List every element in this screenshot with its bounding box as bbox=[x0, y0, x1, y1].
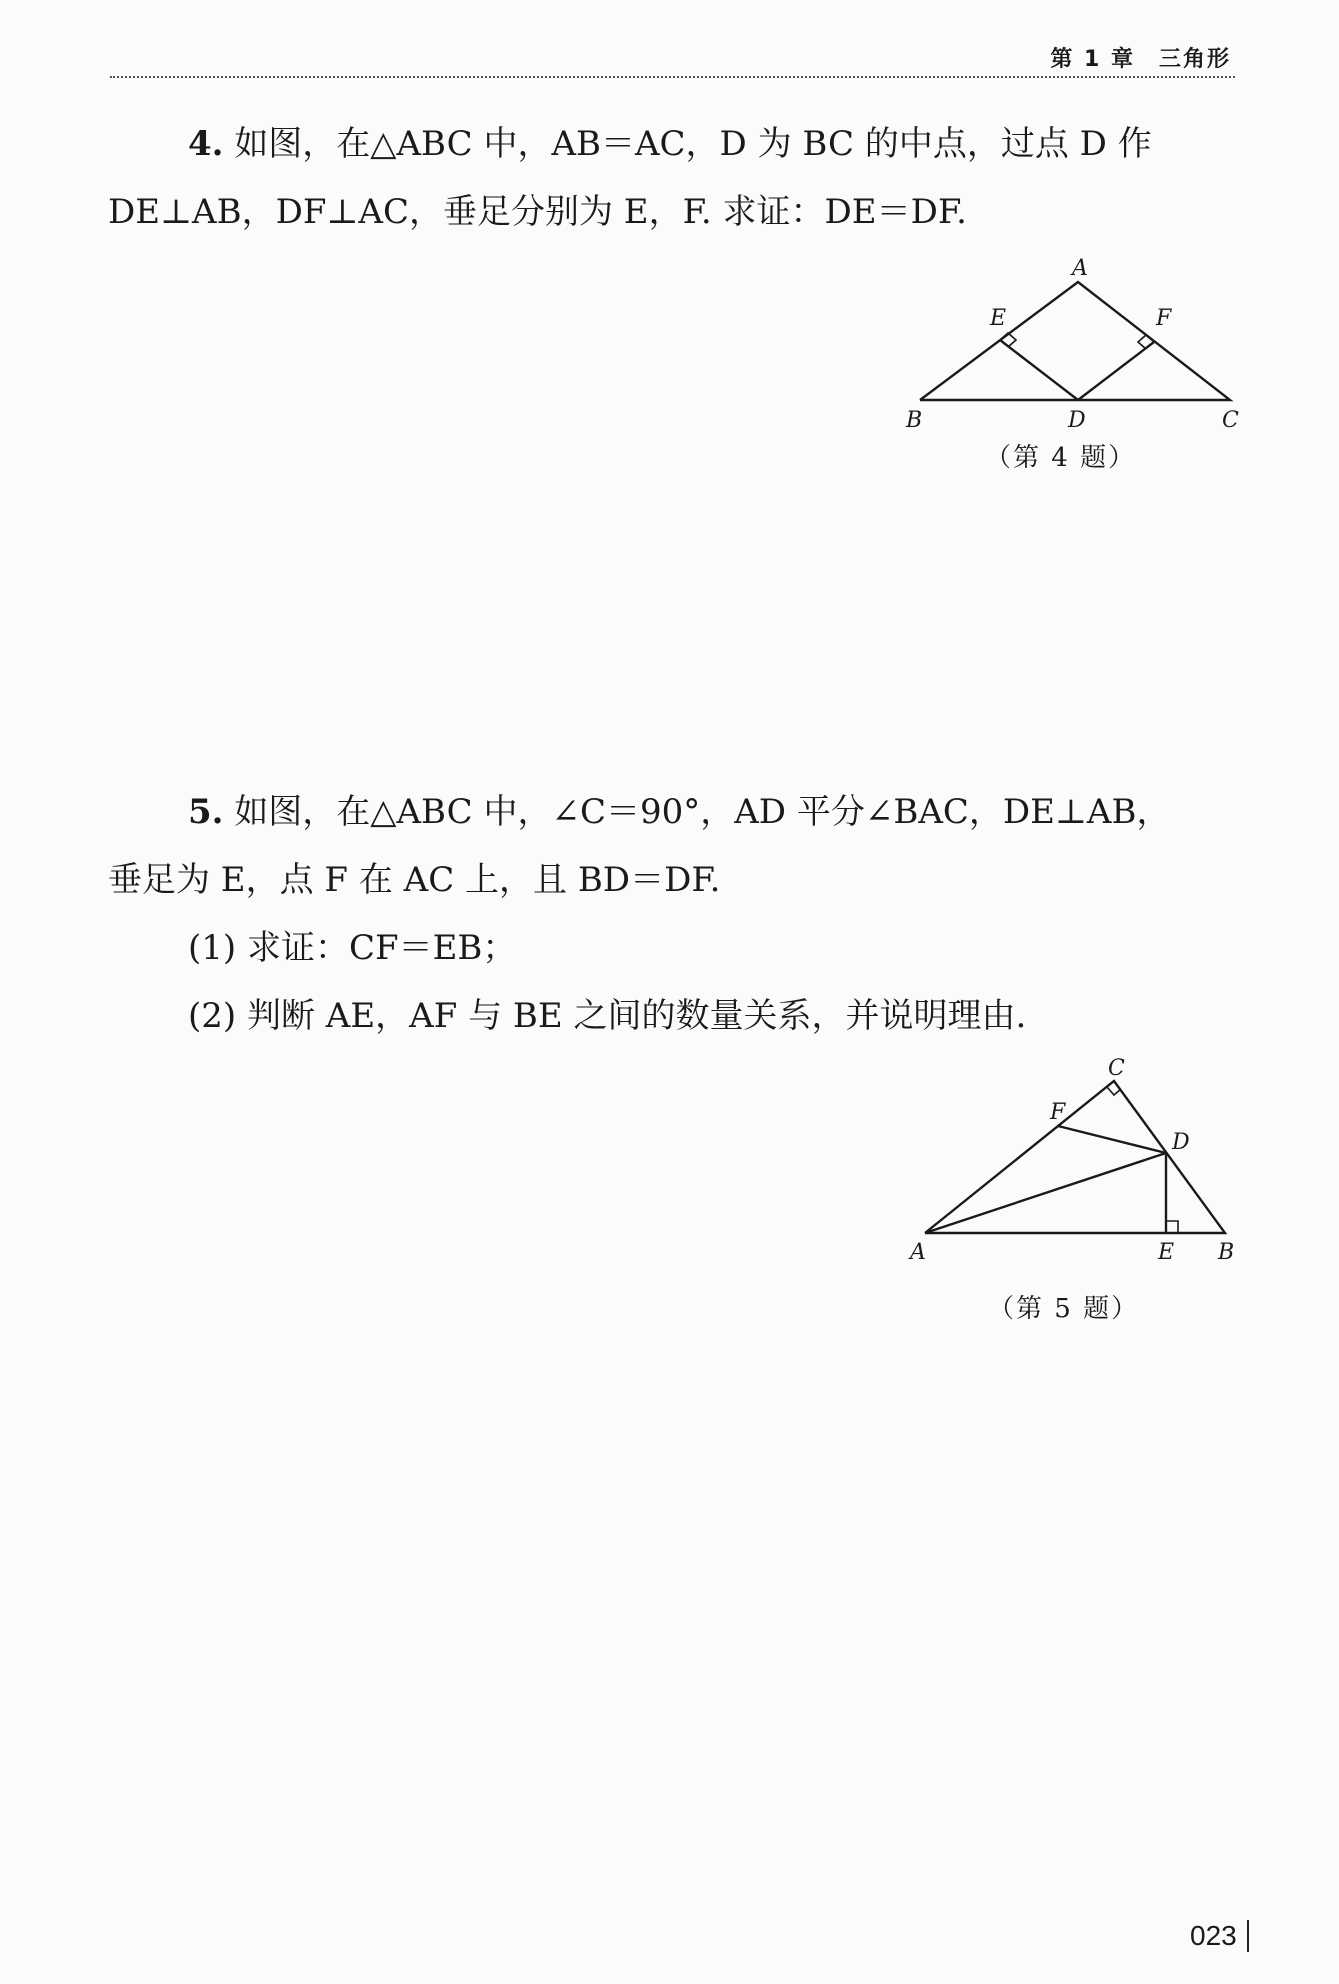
problem-5-line-2: 垂足为 E，点 F 在 AC 上，且 BD＝DF. bbox=[108, 860, 721, 900]
fig4-label-a: A bbox=[1072, 256, 1088, 281]
fig4-label-f: F bbox=[1156, 306, 1172, 331]
figure-4-caption: （第 4 题） bbox=[985, 443, 1137, 473]
problem-5-line-1: 如图，在△ABC 中，∠C＝90°，AD 平分∠BAC，DE⊥AB， bbox=[234, 792, 1171, 832]
fig5-label-a: A bbox=[910, 1240, 926, 1265]
problem-4 bbox=[108, 110, 1238, 246]
figure-5-caption: （第 5 题） bbox=[988, 1294, 1140, 1324]
fig4-label-c: C bbox=[1222, 408, 1239, 433]
fig5-label-b: B bbox=[1218, 1240, 1235, 1265]
fig4-label-d: D bbox=[1068, 408, 1086, 433]
fig5-label-d: D bbox=[1172, 1130, 1190, 1155]
page-number: 023 bbox=[1190, 1920, 1249, 1952]
problem-5-figure bbox=[900, 1055, 1260, 1265]
problem-5-number: 5. bbox=[188, 792, 224, 832]
fig4-label-b: B bbox=[906, 408, 923, 433]
fig5-label-c: C bbox=[1108, 1056, 1125, 1081]
problem-5-part-2: (2) 判断 AE，AF 与 BE 之间的数量关系，并说明理由. bbox=[188, 996, 1027, 1036]
problem-5-part-1: (1) 求证：CF＝EB； bbox=[188, 928, 517, 968]
problem-4-line-2: DE⊥AB，DF⊥AC，垂足分别为 E，F. 求证：DE＝DF. bbox=[108, 192, 967, 232]
fig5-label-f: F bbox=[1050, 1100, 1066, 1125]
fig5-label-e: E bbox=[1158, 1240, 1175, 1265]
fig4-label-e: E bbox=[990, 306, 1007, 331]
problem-4-number: 4. bbox=[188, 124, 224, 164]
page-header bbox=[110, 40, 1235, 78]
problem-5 bbox=[108, 778, 1238, 1050]
chapter-title: 第 1 章 三角形 bbox=[1050, 47, 1231, 72]
problem-4-line-1: 如图，在△ABC 中，AB＝AC，D 为 BC 的中点，过点 D 作 bbox=[234, 124, 1152, 164]
problem-4-figure bbox=[900, 255, 1260, 435]
